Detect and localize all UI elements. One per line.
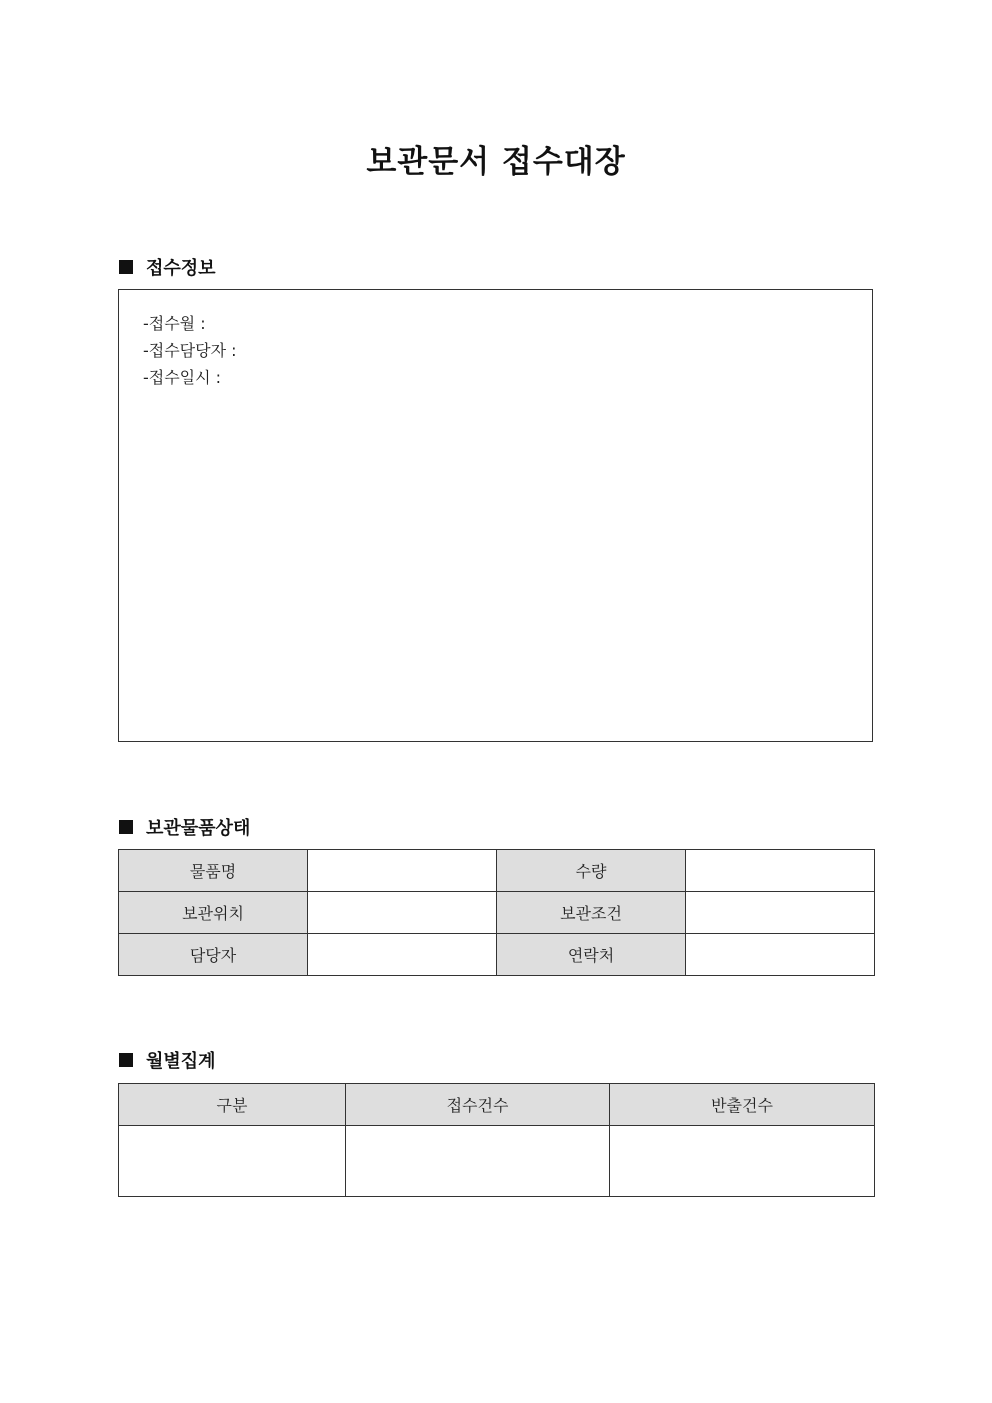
monthly-summary-table (118, 1083, 875, 1197)
storage-condition-value[interactable] (686, 892, 875, 934)
section-title: 보관물품상태 (146, 818, 251, 839)
category-cell[interactable] (119, 1126, 346, 1197)
contact-label: 연락처 (497, 934, 686, 976)
section-heading-monthly (119, 1047, 216, 1073)
item-status-table (118, 849, 875, 976)
page-title: 보관문서 접수대장 (366, 144, 626, 180)
table-header-row (119, 1084, 875, 1126)
reception-datetime-line: -접수일시 : (143, 368, 222, 387)
item-name-label: 물품명 (119, 850, 308, 892)
table-row (119, 850, 875, 892)
quantity-label: 수량 (497, 850, 686, 892)
reception-count-header: 접수건수 (346, 1084, 610, 1126)
release-count-header: 반출건수 (610, 1084, 875, 1126)
manager-label: 담당자 (119, 934, 308, 976)
reception-manager-line: -접수담당자 : (143, 341, 237, 360)
section-title: 접수정보 (146, 258, 216, 279)
category-header: 구분 (119, 1084, 346, 1126)
section-heading-item-status (119, 814, 250, 840)
reception-month-line: -접수월 : (143, 314, 206, 333)
square-bullet-icon (119, 1053, 133, 1067)
square-bullet-icon (119, 820, 133, 834)
table-row (119, 934, 875, 976)
storage-location-value[interactable] (308, 892, 497, 934)
item-name-value[interactable] (308, 850, 497, 892)
quantity-value[interactable] (686, 850, 875, 892)
release-count-cell[interactable] (610, 1126, 875, 1197)
section-heading-reception (119, 254, 216, 280)
table-row (119, 1126, 875, 1197)
storage-condition-label: 보관조건 (497, 892, 686, 934)
manager-value[interactable] (308, 934, 497, 976)
storage-location-label: 보관위치 (119, 892, 308, 934)
table-row (119, 892, 875, 934)
section-title: 월별집계 (146, 1051, 216, 1072)
square-bullet-icon (119, 260, 133, 274)
contact-value[interactable] (686, 934, 875, 976)
reception-info-box[interactable] (118, 289, 873, 742)
reception-count-cell[interactable] (346, 1126, 610, 1197)
